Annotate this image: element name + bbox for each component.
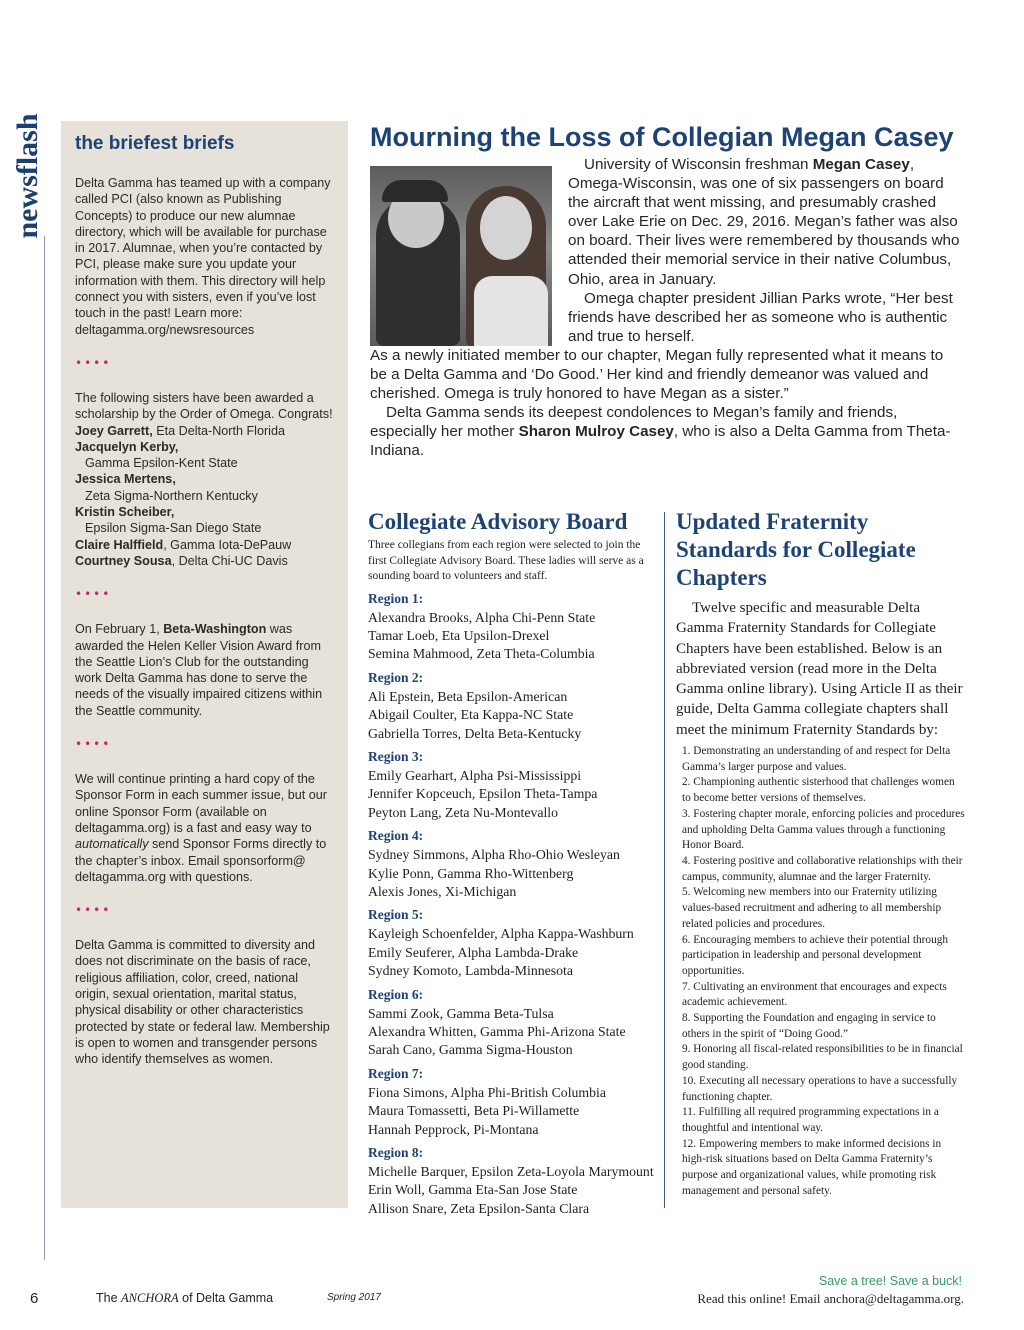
scholar-entry: Claire Halffield, Gamma Iota-DePauw [75, 537, 292, 552]
scholar-entry: Courtney Sousa, Delta Chi-UC Davis [75, 553, 288, 568]
collegiate-advisory-board [368, 508, 660, 1218]
brief-diversity: Delta Gamma is committed to diversity and does not discriminate on the basis of race, religious affiliation, color, creed, national origin, sexual orientation, marital status, physical disability or other characteristics protected by state or federal law. Membership is open to women and transgender persons who identify themselves as women. [75, 938, 330, 1067]
board-member: Erin Woll, Gamma Eta-San Jose State [368, 1182, 578, 1198]
standard-item: 12. Empowering members to make informed decisions in high-risk situations based on Delta Gamma Fraternity’s purpose and organizational values, while promoting risk management and personal safety. [682, 1137, 942, 1197]
issue-label: Spring 2017 [327, 1292, 381, 1303]
standard-item: 1. Demonstrating an understanding of and respect for Delta Gamma’s larger purpose and values. [682, 745, 951, 773]
board-member: Maura Tomassetti, Beta Pi-Willamette [368, 1103, 580, 1119]
board-member: Alexandra Whitten, Gamma Phi-Arizona State [368, 1024, 626, 1039]
brief-scholarship-intro: The following sisters have been awarded a scholarship by the Order of Omega. Congrats! [75, 390, 333, 422]
scholar-entry: Jacquelyn Kerby, Gamma Epsilon-Kent State [75, 439, 238, 471]
board-member: Jennifer Kopceuch, Epsilon Theta-Tampa [368, 786, 598, 802]
board-member: Emily Seuferer, Alpha Lambda-Drake [368, 944, 579, 960]
standard-item: 6. Encouraging members to achieve their potential through participation in leadership and personal development opportunities. [682, 933, 949, 977]
region-heading: Region 8: [368, 1145, 424, 1161]
board-member: Sarah Cano, Gamma Sigma-Houston [368, 1042, 573, 1058]
side-divider [44, 236, 45, 1260]
article-paragraph: As a newly initiated member to our chapter, Megan fully represented what it means to be a Delta Gamma and ‘Do Good.’ Her kind and friendly demeanor was valued and cherished. Omega is truly honored to have Megan as a sister.” [370, 346, 944, 403]
article-paragraph: University of Wisconsin freshman Megan Casey, Omega-Wisconsin, was one of six passengers on board the aircraft that went missing, and presumably crashed over Lake Erie on Dec. 29, 2016. Megan’s father was also on board. Their lives were remembered by thousands who attended their memorial service in their native Columbus, Ohio, area in January. [568, 156, 960, 288]
briefs-sidebar [61, 121, 348, 1208]
standard-item: 4. Fostering positive and collaborative relationships with their campus, community, alumnae and the larger Fraternity. [682, 855, 963, 883]
standard-item: 10. Executing all necessary operations to have a successfully functioning chapter. [682, 1074, 958, 1103]
board-member: Kayleigh Schoenfelder, Alpha Kappa-Washburn [368, 926, 634, 942]
scholarship-list [75, 423, 334, 570]
brief-sponsor-form: We will continue printing a hard copy of the Sponsor Form in each summer issue, but our online Sponsor Form (available on deltagamma.org) is a fast and easy way to automatically send Sponsor Forms directly to the chapter’s inbox. Email sponsorform@ deltagamma.org with questions. [75, 772, 327, 884]
board-member: Gabriella Torres, Delta Beta-Kentucky [368, 725, 582, 741]
region-heading: Region 3: [368, 748, 424, 764]
briefs-title: the briefest briefs [75, 133, 235, 154]
brief-separator: •••• [75, 737, 112, 752]
region-heading: Region 4: [368, 828, 424, 844]
standards-list [676, 744, 966, 1199]
cab-intro: Three collegians from each region were selected to join the first Collegiate Advisory Board. These ladies will serve as a sounding board to volunteers and staff. [368, 539, 644, 582]
page-number: 6 [30, 1290, 39, 1307]
brief-separator: •••• [75, 587, 112, 602]
board-member: Peyton Lang, Zeta Nu-Montevallo [368, 804, 559, 820]
board-member: Alexandra Brooks, Alpha Chi-Penn State [368, 609, 596, 625]
board-member: Sammi Zook, Gamma Beta-Tulsa [368, 1005, 554, 1021]
board-member: Ali Epstein, Beta Epsilon-American [368, 688, 568, 704]
brief-separator: •••• [75, 355, 112, 370]
read-online-note: Read this online! Email anchora@deltagamma.org. [697, 1291, 964, 1306]
scholar-entry: Joey Garrett, Eta Delta-North Florida [75, 423, 285, 438]
board-member: Sydney Simmons, Alpha Rho-Ohio Wesleyan [368, 847, 620, 863]
scholar-entry: Jessica Mertens, Zeta Sigma-Northern Kentucky [75, 472, 258, 503]
board-member: Alexis Jones, Xi-Michigan [368, 883, 517, 899]
standards-title: Updated Fraternity Standards for Collegiate Chapters [676, 509, 916, 590]
board-member: Kylie Ponn, Gamma Rho-Wittenberg [368, 865, 574, 881]
scholar-entry: Kristin Scheiber, Epsilon Sigma-San Diego State [75, 505, 262, 536]
article-title: Mourning the Loss of Collegian Megan Casey [370, 122, 954, 152]
board-member: Hannah Pepprock, Pi-Montana [368, 1121, 539, 1137]
region-heading: Region 1: [368, 590, 424, 606]
publication-name: The ANCHORA of Delta Gamma [96, 1291, 274, 1305]
save-tree-note: Save a tree! Save a buck! [818, 1274, 962, 1288]
brief-separator: •••• [75, 903, 112, 918]
standard-item: 7. Cultivating an environment that encourages and expects academic achievement. [682, 980, 947, 1009]
board-member: Fiona Simons, Alpha Phi-British Columbia [368, 1084, 607, 1100]
standards-intro: Twelve specific and measurable Delta Gamma Fraternity Standards for Collegiate Chapters have been established. Below is an abbreviated version (read more in the Delta Gamma online library). Using Article II as their guide, Delta Gamma collegiate chapters shall meet the minimum Fraternity Standards by: [676, 600, 963, 738]
region-heading: Region 5: [368, 907, 424, 923]
standard-item: 11. Fulfilling all required programming expectations in a thoughtful and intentional way. [682, 1106, 939, 1134]
standard-item: 5. Welcoming new members into our Fraternity utilizing values-based recruitment and adhering to all membership related policies and procedures. [682, 886, 942, 930]
brief-beta-washington: On February 1, Beta-Washington was awarded the Helen Keller Vision Award from the Seattle Lion’s Club for the outstanding work Delta Gamma has done to serve the needs of the visually impaired citizens within the Seattle community. [75, 622, 323, 718]
board-member: Michelle Barquer, Epsilon Zeta-Loyola Marymount [368, 1164, 654, 1180]
standard-item: 9. Honoring all fiscal-related responsibilities to be in financial good standing. [682, 1043, 963, 1072]
board-member: Semina Mahmood, Zeta Theta-Columbia [368, 646, 595, 662]
board-member: Sydney Komoto, Lambda-Minnesota [368, 963, 574, 979]
article-body [370, 155, 963, 461]
board-member: Allison Snare, Zeta Epsilon-Santa Clara [368, 1200, 590, 1216]
section-label: newsflash [11, 113, 44, 239]
cab-title: Collegiate Advisory Board [368, 509, 628, 534]
standard-item: 2. Championing authentic sisterhood that challenges women to become better versions of themselves. [682, 776, 955, 805]
board-member: Tamar Loeb, Eta Upsilon-Drexel [368, 627, 550, 643]
column-divider [664, 512, 665, 1208]
region-heading: Region 2: [368, 669, 424, 685]
article-paragraph: Delta Gamma sends its deepest condolences to Megan’s family and friends, especially her mother Sharon Mulroy Casey, who is also a Delta Gamma from Theta-Indiana. [370, 404, 951, 460]
board-member: Abigail Coulter, Eta Kappa-NC State [368, 707, 574, 723]
brief-pci: Delta Gamma has teamed up with a company called PCI (also known as Publishing Concepts) to produce our new alumnae directory, which will be available for purchase in 2017. Alumnae, when you’re contacted by PCI, please make sure you update your information with them. This directory will help connect you with sisters, even if you’ve lost touch in the past! Learn more: deltagamma.org/newsresources [75, 176, 331, 337]
standard-item: 8. Supporting the Foundation and engaging in service to others in the spirit of “Doing Good.” [682, 1012, 936, 1040]
article-paragraph: Omega chapter president Jillian Parks wrote, “Her best friends have described her as someone who is authentic and true to herself. [568, 289, 953, 345]
standard-item: 3. Fostering chapter morale, enforcing policies and procedures and upholding Delta Gamma values through a functioning Honor Board. [682, 807, 965, 852]
region-heading: Region 7: [368, 1065, 424, 1081]
fraternity-standards [676, 508, 966, 1199]
region-list [368, 591, 660, 1219]
board-member: Emily Gearhart, Alpha Psi-Mississippi [368, 767, 582, 783]
region-heading: Region 6: [368, 986, 424, 1002]
